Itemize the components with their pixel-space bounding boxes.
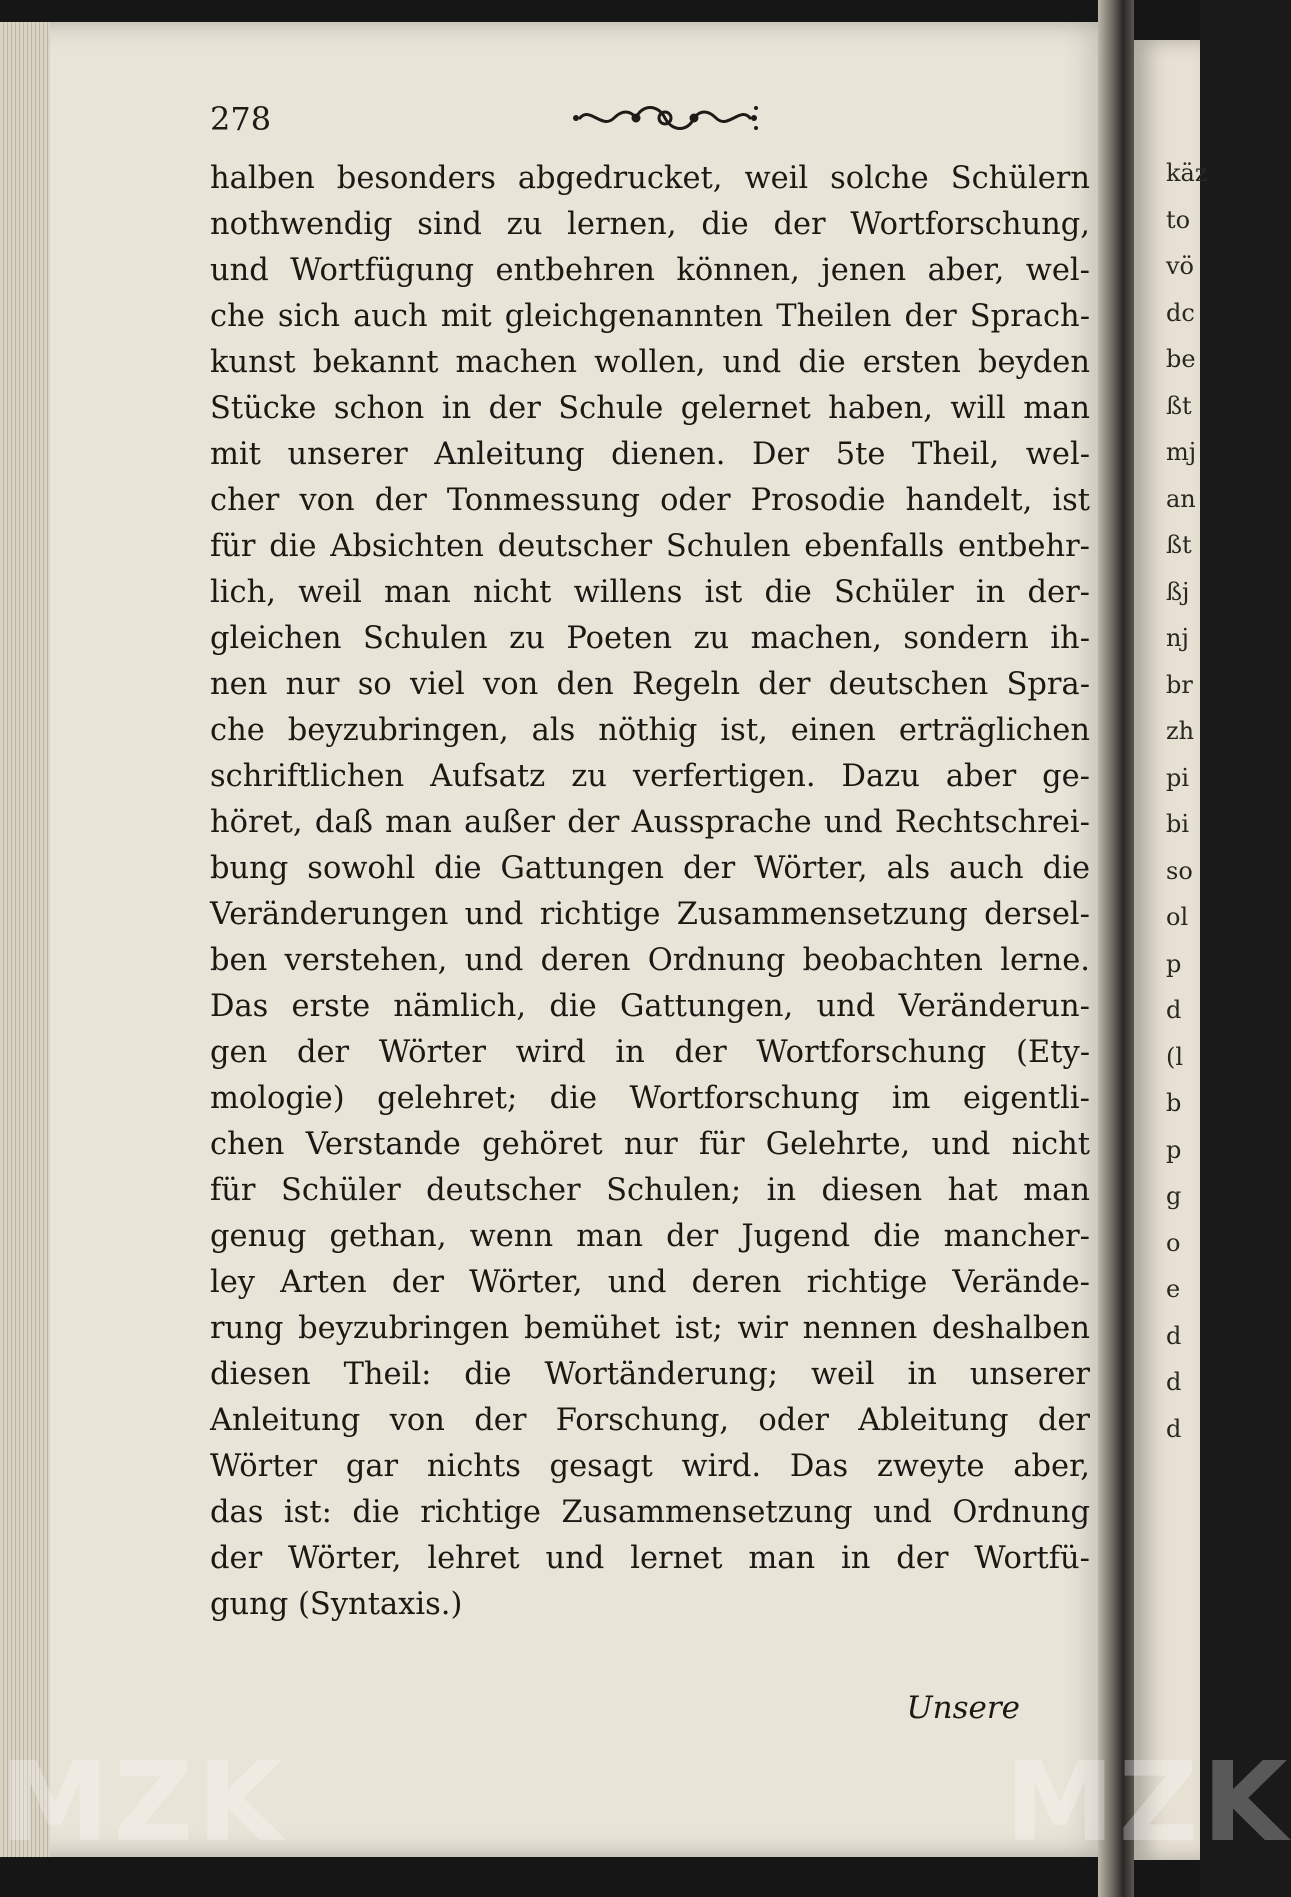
facing-fragment: käz bbox=[1166, 159, 1208, 187]
text-line: das ist: die richtige Zusammensetzung und Ordnung bbox=[210, 1495, 1090, 1530]
text-line: che sich auch mit gleichgenannten Theilen der Sprach- bbox=[210, 299, 1090, 334]
facing-fragment: vö bbox=[1166, 252, 1195, 280]
text-line: Stücke schon in der Schule gelernet haben, will man bbox=[210, 391, 1090, 426]
text-line: gleichen Schulen zu Poeten zu machen, sondern ih- bbox=[210, 621, 1090, 656]
text-line: mologie) gelehret; die Wortforschung im eigentli- bbox=[210, 1081, 1090, 1116]
text-line: mit unserer Anleitung dienen. Der 5te Theil, wel- bbox=[210, 437, 1090, 472]
text-line: gung (Syntaxis.) bbox=[210, 1587, 463, 1622]
text-line: ben verstehen, und deren Ordnung beobachten lerne. bbox=[210, 943, 1090, 978]
text-line: lich, weil man nicht willens ist die Schüler in der- bbox=[210, 575, 1090, 610]
text-line: der Wörter, lehret und lernet man in der Wortfü- bbox=[210, 1541, 1090, 1576]
facing-fragment: d bbox=[1166, 1368, 1182, 1396]
text-line: Wörter gar nichts gesagt wird. Das zweyte aber, bbox=[210, 1449, 1090, 1484]
facing-fragment: p bbox=[1166, 1135, 1182, 1164]
text-line: bung sowohl die Gattungen der Wörter, als auch die bbox=[210, 851, 1090, 886]
facing-fragment: bi bbox=[1166, 810, 1190, 838]
facing-fragment: o bbox=[1166, 1228, 1181, 1257]
text-line: Anleitung von der Forschung, oder Ableitung der bbox=[210, 1403, 1090, 1438]
facing-fragment: ßj bbox=[1166, 577, 1190, 606]
facing-fragment: an bbox=[1166, 484, 1196, 513]
text-line: höret, daß man außer der Aussprache und Rechtschrei- bbox=[210, 805, 1090, 840]
page-header bbox=[210, 98, 1090, 144]
body-text bbox=[210, 156, 1090, 1628]
page-number: 278 bbox=[210, 100, 272, 138]
facing-page-text bbox=[1166, 150, 1208, 1452]
facing-fragment: b bbox=[1166, 1089, 1182, 1117]
facing-fragment: pi bbox=[1166, 763, 1190, 792]
page-edges bbox=[0, 22, 50, 1857]
facing-fragment: so bbox=[1166, 856, 1193, 885]
watermark-right: MZK bbox=[1005, 1738, 1291, 1866]
facing-fragment: d bbox=[1166, 996, 1182, 1024]
facing-fragment: br bbox=[1166, 670, 1193, 699]
facing-fragment: d bbox=[1166, 1321, 1182, 1350]
facing-fragment: nj bbox=[1166, 624, 1189, 652]
text-line: schriftlichen Aufsatz zu verfertigen. Dazu aber ge- bbox=[210, 759, 1090, 794]
text-line: ley Arten der Wörter, und deren richtige Verände- bbox=[210, 1265, 1090, 1300]
facing-fragment: dc bbox=[1166, 298, 1195, 327]
text-line: Veränderungen und richtige Zusammensetzung dersel- bbox=[210, 897, 1090, 932]
text-line: Das erste nämlich, die Gattungen, und Veränderun- bbox=[210, 989, 1090, 1024]
text-line: cher von der Tonmessung oder Prosodie handelt, ist bbox=[210, 483, 1090, 518]
text-line: kunst bekannt machen wollen, und die ersten beyden bbox=[210, 345, 1090, 380]
facing-fragment: ßt bbox=[1166, 391, 1192, 420]
text-line: genug gethan, wenn man der Jugend die mancher- bbox=[210, 1219, 1090, 1254]
text-line: nothwendig sind zu lernen, die der Wortforschung, bbox=[210, 207, 1090, 242]
facing-fragment: e bbox=[1166, 1275, 1181, 1303]
facing-fragment: zh bbox=[1166, 717, 1195, 745]
catchword: Unsere bbox=[906, 1690, 1020, 1726]
facing-fragment: d bbox=[1166, 1414, 1182, 1443]
text-line: für Schüler deutscher Schulen; in diesen hat man bbox=[210, 1173, 1090, 1208]
facing-fragment: p bbox=[1166, 949, 1182, 978]
text-line: rung beyzubringen bemühet ist; wir nennen deshalben bbox=[210, 1311, 1090, 1346]
watermark-left: MZK bbox=[0, 1738, 287, 1866]
text-line: halben besonders abgedrucket, weil solche Schülern bbox=[210, 161, 1090, 196]
facing-fragment: g bbox=[1166, 1182, 1182, 1210]
book-gutter bbox=[1098, 0, 1134, 1897]
text-line: diesen Theil: die Wortänderung; weil in unserer bbox=[210, 1357, 1090, 1392]
text-line: che beyzubringen, als nöthig ist, einen erträglichen bbox=[210, 713, 1090, 748]
facing-fragment: be bbox=[1166, 345, 1196, 373]
facing-fragment: mj bbox=[1166, 438, 1197, 466]
text-line: gen der Wörter wird in der Wortforschung (Ety- bbox=[210, 1035, 1090, 1070]
ornament-flourish-icon bbox=[570, 98, 760, 138]
text-line: für die Absichten deutscher Schulen ebenfalls entbehr- bbox=[210, 529, 1090, 564]
text-line: nen nur so viel von den Regeln der deutschen Spra- bbox=[210, 667, 1090, 702]
facing-fragment: ol bbox=[1166, 903, 1189, 931]
text-line: und Wortfügung entbehren können, jenen aber, wel- bbox=[210, 253, 1090, 288]
facing-fragment: to bbox=[1166, 205, 1191, 234]
facing-fragment: (l bbox=[1166, 1042, 1184, 1071]
facing-fragment: ßt bbox=[1166, 531, 1192, 559]
text-line: chen Verstande gehöret nur für Gelehrte, und nicht bbox=[210, 1127, 1090, 1162]
